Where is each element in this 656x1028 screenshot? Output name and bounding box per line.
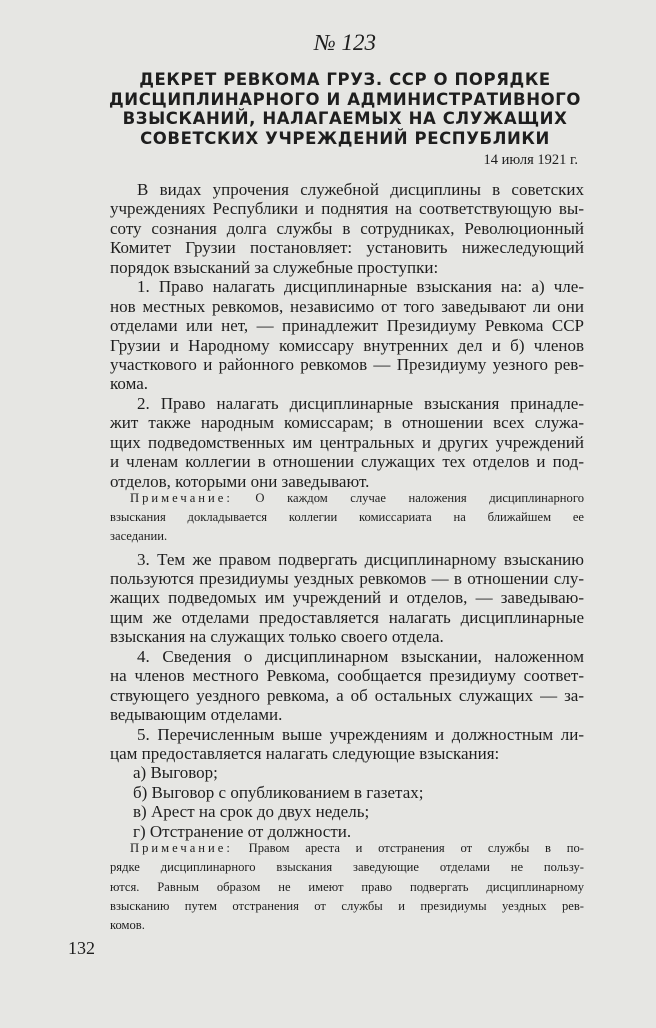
- text-line: 4. Сведения о дисциплинарном взыскании, наложенном: [137, 646, 584, 666]
- text-line: цам предоставляется налагать следующие взыскания:: [110, 743, 500, 763]
- text-line: [110, 839, 584, 858]
- paragraph: [110, 550, 584, 647]
- note-label: Примечание:: [130, 491, 233, 505]
- text-line: учреждениях Республики и поднятия на соответствующую вы-: [110, 199, 584, 219]
- text-line: кома.: [110, 374, 149, 394]
- text-line: рядке дисциплинарного взыскания заведующие отделами не пользу-: [110, 860, 584, 875]
- document-title: [90, 70, 600, 148]
- title-line: СОВЕТСКИХ УЧРЕЖДЕНИЙ РЕСПУБЛИКИ: [140, 128, 550, 148]
- note-text: Правом ареста и отстранения от службы в по-: [232, 841, 584, 856]
- text-line: 3. Тем же правом подвергать дисциплинарному взысканию: [137, 549, 584, 569]
- text-line: порядок взысканий за служебные проступки:: [110, 257, 439, 277]
- title-line: ДЕКРЕТ РЕВКОМА ГРУЗ. ССР О ПОРЯДКЕ: [139, 70, 551, 89]
- text-line: ведывающим отделами.: [110, 705, 283, 725]
- text-line: 2. Право налагать дисциплинарные взыскания принадле-: [137, 393, 584, 413]
- text-line: взыскания на служащих только своего отдела.: [110, 627, 444, 647]
- paragraph: [110, 725, 584, 764]
- paragraph: [110, 647, 584, 725]
- paragraph: [110, 277, 584, 394]
- text-line: комов.: [110, 917, 145, 932]
- text-line: Комитет Грузии постановляет: установить нижеследующий: [110, 238, 584, 258]
- document-body: [110, 180, 584, 938]
- paragraph: [110, 180, 584, 277]
- list-item: в) Арест на срок до двух недель;: [133, 802, 370, 822]
- text-line: ствующего уездного ревкома, а об остальных служащих — за-: [110, 685, 584, 705]
- text-line: нов местных ревкомов, независимо от того заведывают ли они: [110, 296, 584, 316]
- text-line: отделов, которыми они заведывают.: [110, 471, 370, 491]
- text-line: щих подведомственных им центральных и других учреждений: [110, 432, 584, 452]
- text-line: участкового и районного ревкомов — Президиуму уезного рев-: [110, 354, 584, 374]
- list-item: г) Отстранение от должности.: [133, 821, 352, 841]
- note-text: О каждом случае наложения дисциплинарного: [232, 491, 584, 505]
- page-number: 132: [68, 938, 95, 958]
- text-line: отделами или нет, — принадлежит Президиуму Ревкома ССР: [110, 316, 584, 336]
- text-line: 1. Право налагать дисциплинарные взыскания на: а) чле-: [137, 277, 584, 297]
- text-line: ются. Равным образом не имеют право подвергать дисциплинарному: [110, 879, 584, 894]
- text-line: жит также народным комиссарам; в отношении всех служа-: [110, 413, 584, 433]
- document-number: № 123: [314, 30, 376, 55]
- text-line: щим же отделами предоставляется налагать дисциплинарные: [110, 607, 584, 627]
- note-paragraph: [110, 489, 584, 547]
- text-line: В видах упрочения служебной дисциплины в советских: [137, 180, 584, 199]
- text-line: соту сознания долга службы в сотрудниках, Революционный: [110, 218, 584, 238]
- list-item: б) Выговор с опубликованием в газетах;: [133, 782, 424, 802]
- text-line: и членам коллегии в отношении служащих тех отделов и под-: [110, 452, 584, 472]
- penalty-list: [110, 763, 584, 841]
- text-line: взыскания докладывается коллегии комиссариата на ближайшем ее: [110, 510, 584, 525]
- text-line: на членов местного Ревкома, сообщается президиуму соответ-: [110, 666, 584, 686]
- text-line: 5. Перечисленным выше учреждениям и должностным ли-: [137, 724, 584, 744]
- text-line: взысканию путем отстранения от службы и президиумы уездных рев-: [110, 898, 584, 913]
- text-line: жащих подведомых им учреждений и отделов, — заведываю-: [110, 588, 584, 608]
- note-paragraph: [110, 839, 584, 935]
- text-line: Грузии и Народному комиссару внутренних дел и б) членов: [110, 335, 584, 355]
- title-line: ДИСЦИПЛИНАРНОГО И АДМИНИСТРАТИВНОГО: [109, 89, 581, 109]
- title-line: ВЗЫСКАНИЙ, НАЛАГАЕМЫХ НА СЛУЖАЩИХ: [122, 109, 568, 128]
- document-date: 14 июля 1921 г.: [483, 152, 578, 168]
- text-line: заседании.: [110, 529, 168, 544]
- list-item: а) Выговор;: [133, 763, 218, 783]
- paragraph: [110, 394, 584, 491]
- note-label: Примечание:: [130, 841, 233, 856]
- text-line: [110, 489, 584, 508]
- text-line: пользуются президиумы уездных ревкомов — в отношении слу-: [110, 569, 584, 588]
